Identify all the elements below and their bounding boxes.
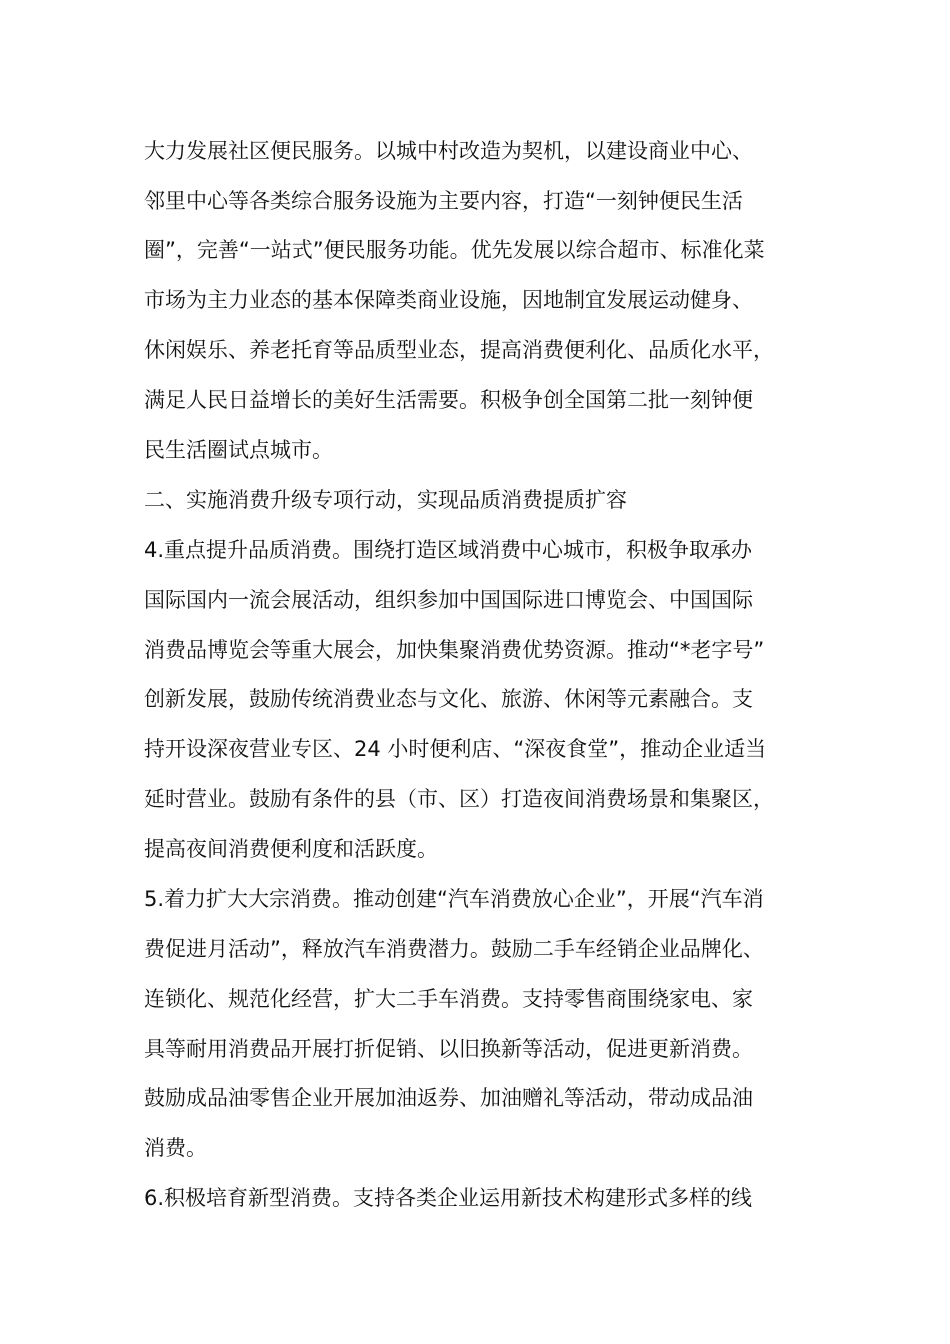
paragraph-line: 消费。: [144, 1136, 207, 1160]
paragraph-line: 消费品博览会等重大展会，加快集聚消费优势资源。推动“*老字号”: [144, 638, 765, 662]
paragraph-line: 5.着力扩大大宗消费。推动创建“汽车消费放心企业”，开展“汽车消: [144, 887, 764, 911]
paragraph-line: 国际国内一流会展活动，组织参加中国国际进口博览会、中国国际: [144, 588, 753, 612]
paragraph-line: 休闲娱乐、养老托育等品质型业态，提高消费便利化、品质化水平，: [144, 338, 774, 362]
paragraph-line: 市场为主力业态的基本保障类商业设施，因地制宜发展运动健身、: [144, 288, 753, 312]
paragraph-line: 持开设深夜营业专区、24 小时便利店、“深夜食堂”，推动企业适当: [144, 737, 767, 761]
paragraph-line: 邻里中心等各类综合服务设施为主要内容，打造“一刻钟便民生活: [144, 189, 743, 213]
paragraph-line: 圈”，完善“一站式”便民服务功能。优先发展以综合超市、标准化菜: [144, 238, 765, 262]
paragraph-line: 民生活圈试点城市。: [144, 438, 333, 462]
paragraph-line: 连锁化、规范化经营，扩大二手车消费。支持零售商围绕家电、家: [144, 987, 753, 1011]
paragraph-line: 具等耐用消费品开展打折促销、以旧换新等活动，促进更新消费。: [144, 1037, 753, 1061]
paragraph-line: 满足人民日益增长的美好生活需要。积极争创全国第二批一刻钟便: [144, 388, 753, 412]
paragraph-line: 创新发展，鼓励传统消费业态与文化、旅游、休闲等元素融合。支: [144, 687, 753, 711]
section-heading: 二、实施消费升级专项行动，实现品质消费提质扩容: [144, 488, 627, 512]
paragraph-line: 提高夜间消费便利度和活跃度。: [144, 837, 438, 861]
paragraph-line: 6.积极培育新型消费。支持各类企业运用新技术构建形式多样的线: [144, 1186, 753, 1210]
paragraph-line: 4.重点提升品质消费。围绕打造区域消费中心城市，积极争取承办: [144, 538, 753, 562]
paragraph-line: 费促进月活动”，释放汽车消费潜力。鼓励二手车经销企业品牌化、: [144, 937, 764, 961]
paragraph-line: 延时营业。鼓励有条件的县（市、区）打造夜间消费场景和集聚区，: [144, 787, 774, 811]
paragraph-line: 大力发展社区便民服务。以城中村改造为契机，以建设商业中心、: [144, 139, 753, 163]
paragraph-line: 鼓励成品油零售企业开展加油返券、加油赠礼等活动，带动成品油: [144, 1086, 753, 1110]
